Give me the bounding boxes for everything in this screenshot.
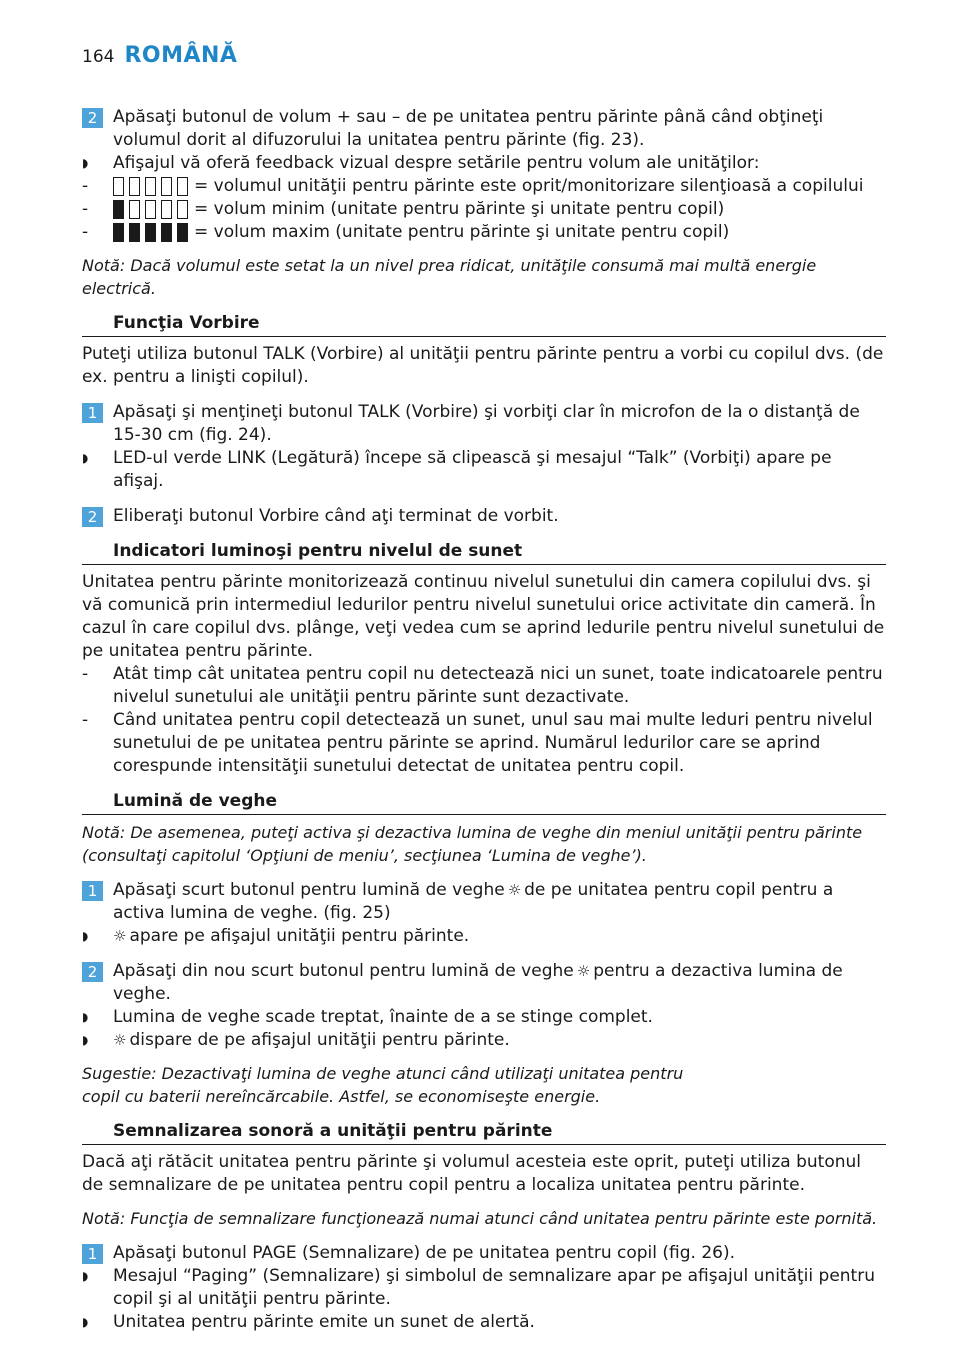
step-talk-1 [82, 401, 886, 447]
bullet-paging-message [82, 1265, 886, 1311]
sound-level-intro: Unitatea pentru părinte monitorizează continuu nivelul sunetului din camera copilului dvs. şi vă comunică prin intermediul ledurilor pentru nivelul sunetului orice activitate din cameră. În cazul în care copilul dvs. plânge, veţi vedea cum se aprind ledurile pentru nivelul sunetului de pe unitatea pentru părinte. [82, 572, 885, 661]
volume-bar [177, 177, 188, 196]
step-text: Apăsaţi butonul PAGE (Semnalizare) de pe unitatea pentru copil (fig. 26). [113, 1243, 736, 1263]
bullet-night-light-off [82, 1029, 886, 1052]
night-light-tip: Sugestie: Dezactivaţi lumina de veghe atunci când utilizaţi unitatea pentru copil cu baterii nereîncărcabile. Astfel, se economiseşte energie. [82, 1064, 684, 1106]
volume-level-row [82, 198, 886, 221]
bullet-icon: ◗ [82, 929, 89, 943]
volume-bar [161, 223, 172, 242]
volume-bar [145, 200, 156, 219]
step-text: Apăsaţi scurt butonul pentru lumină de veghe ☼ de pe unitatea pentru copil pentru a activa lumina de veghe. (fig. 25) [113, 880, 834, 923]
volume-levels-list [82, 175, 886, 244]
dash-mark: - [82, 199, 89, 219]
volume-bar [177, 223, 188, 242]
volume-level-text: = volum minim (unitate pentru părinte şi unitate pentru copil) [194, 199, 725, 219]
step-number: 2 [82, 962, 103, 982]
step-talk-2 [82, 505, 886, 528]
step-text: Apăsaţi butonul de volum + sau – de pe unitatea pentru părinte până când obţineţi volumul dorit al difuzorului la unitatea pentru părinte (fig. 23). [113, 107, 824, 150]
bullet-volume-feedback [82, 152, 886, 175]
step-volume-2 [82, 106, 886, 152]
bullet-icon: ◗ [82, 451, 89, 465]
dash-text: Când unitatea pentru copil detectează un sunet, unul sau mai multe leduri pentru nivelul sunetului de pe unitatea pentru părinte se aprind. Numărul ledurilor care se aprind corespunde intensităţii sunetului detectat de unitatea pentru copil. [113, 710, 873, 776]
volume-level-row [82, 221, 886, 244]
bullet-icon: ◗ [82, 1010, 89, 1024]
bullet-text: Mesajul “Paging” (Semnalizare) şi simbolul de semnalizare apar pe afişajul unităţii pentru copil şi al unităţii pentru părinte. [113, 1266, 875, 1309]
bullet-text: ☼ apare pe afişajul unităţii pentru părinte. [113, 926, 470, 946]
volume-bar [161, 177, 172, 196]
volume-bar [145, 223, 156, 242]
bullet-paging-alert [82, 1311, 886, 1334]
volume-bar [113, 223, 124, 242]
dash-mark: - [82, 710, 89, 730]
step-paging-1 [82, 1242, 886, 1265]
volume-bar [129, 177, 140, 196]
night-light-icon: ☼ [576, 962, 591, 980]
volume-bar [113, 200, 124, 219]
night-light-icon: ☼ [113, 927, 127, 945]
page-number: 164 [82, 47, 115, 67]
bullet-icon: ◗ [82, 1269, 89, 1283]
language-title: ROMÂNĂ [124, 43, 238, 68]
step-night-light-1 [82, 879, 886, 925]
volume-bars-icon [113, 177, 188, 196]
bullet-text: Lumina de veghe scade treptat, înainte de a se stinge complet. [113, 1007, 653, 1027]
bullet-text: Unitatea pentru părinte emite un sunet de alertă. [113, 1312, 535, 1332]
step-number: 1 [82, 881, 103, 901]
volume-bar [113, 177, 124, 196]
bullet-icon: ◗ [82, 156, 89, 170]
paging-note: Notă: Funcţia de semnalizare funcţionează numai atunci când unitatea pentru părinte este pornită. [82, 1209, 878, 1228]
step-number: 1 [82, 403, 103, 423]
step-night-light-2 [82, 960, 886, 1006]
step-number: 2 [82, 507, 103, 527]
bullet-night-light-on [82, 925, 886, 948]
talk-heading: Funcţia Vorbire [82, 312, 886, 337]
bullet-text: ☼ dispare de pe afişajul unităţii pentru părinte. [113, 1030, 510, 1050]
paging-intro: Dacă aţi rătăcit unitatea pentru părinte şi volumul acesteia este oprit, puteţi utiliza butonul de semnalizare de pe unitatea pentru copil pentru a localiza unitatea pentru părinte. [82, 1152, 862, 1195]
sound-level-dash-2 [82, 709, 886, 778]
dash-mark: - [82, 664, 89, 684]
step-text: Eliberaţi butonul Vorbire când aţi terminat de vorbit. [113, 506, 559, 526]
volume-bar [177, 200, 188, 219]
volume-bar [145, 177, 156, 196]
volume-level-text: = volumul unităţii pentru părinte este oprit/monitorizare silenţioasă a copilului [194, 176, 864, 196]
bullet-text: LED-ul verde LINK (Legătură) începe să clipească şi mesajul “Talk” (Vorbiţi) apare pe afişaj. [113, 448, 832, 491]
bullet-text: Afişajul vă oferă feedback vizual despre setările pentru volum ale unităţilor: [113, 153, 760, 173]
bullet-icon: ◗ [82, 1033, 89, 1047]
step-text: Apăsaţi şi menţineţi butonul TALK (Vorbire) şi vorbiţi clar în microfon de la o distanţă de 15-30 cm (fig. 24). [113, 402, 860, 445]
volume-bars-icon [113, 200, 188, 219]
paging-heading: Semnalizarea sonoră a unităţii pentru părinte [82, 1120, 886, 1145]
page-content [82, 106, 886, 1334]
dash-mark: - [82, 222, 89, 242]
sound-level-heading: Indicatori luminoşi pentru nivelul de sunet [82, 540, 886, 565]
step-number: 1 [82, 1244, 103, 1264]
page-header [82, 44, 237, 69]
step-number: 2 [82, 108, 103, 128]
bullet-icon: ◗ [82, 1315, 89, 1329]
volume-note: Notă: Dacă volumul este setat la un nivel prea ridicat, unităţile consumă mai multă energie electrică. [82, 256, 817, 298]
night-light-note: Notă: De asemenea, puteţi activa şi dezactiva lumina de veghe din meniul unităţii pentru părinte (consultaţi capitolul ‘Opţiuni de meniu’, secţiunea ‘Lumina de veghe’). [82, 823, 863, 865]
sound-level-dash-1 [82, 663, 886, 709]
night-light-icon: ☼ [507, 881, 522, 899]
bullet-night-light-fade [82, 1006, 886, 1029]
night-light-icon: ☼ [113, 1031, 127, 1049]
volume-bar [129, 200, 140, 219]
step-text: Apăsaţi din nou scurt butonul pentru lumină de veghe ☼ pentru a dezactiva lumina de veghe. [113, 961, 843, 1004]
volume-bar [161, 200, 172, 219]
volume-bars-icon [113, 223, 188, 242]
talk-intro: Puteţi utiliza butonul TALK (Vorbire) al unităţii pentru părinte pentru a vorbi cu copilul dvs. (de ex. pentru a linişti copilul). [82, 344, 884, 387]
dash-mark: - [82, 176, 89, 196]
volume-bar [129, 223, 140, 242]
volume-level-text: = volum maxim (unitate pentru părinte şi unitate pentru copil) [194, 222, 730, 242]
night-light-heading: Lumină de veghe [82, 790, 886, 815]
dash-text: Atât timp cât unitatea pentru copil nu detectează nici un sunet, toate indicatoarele pentru nivelul sunetului ale unităţii pentru părinte sunt dezactivate. [113, 664, 883, 707]
volume-level-row [82, 175, 886, 198]
bullet-talk-led [82, 447, 886, 493]
